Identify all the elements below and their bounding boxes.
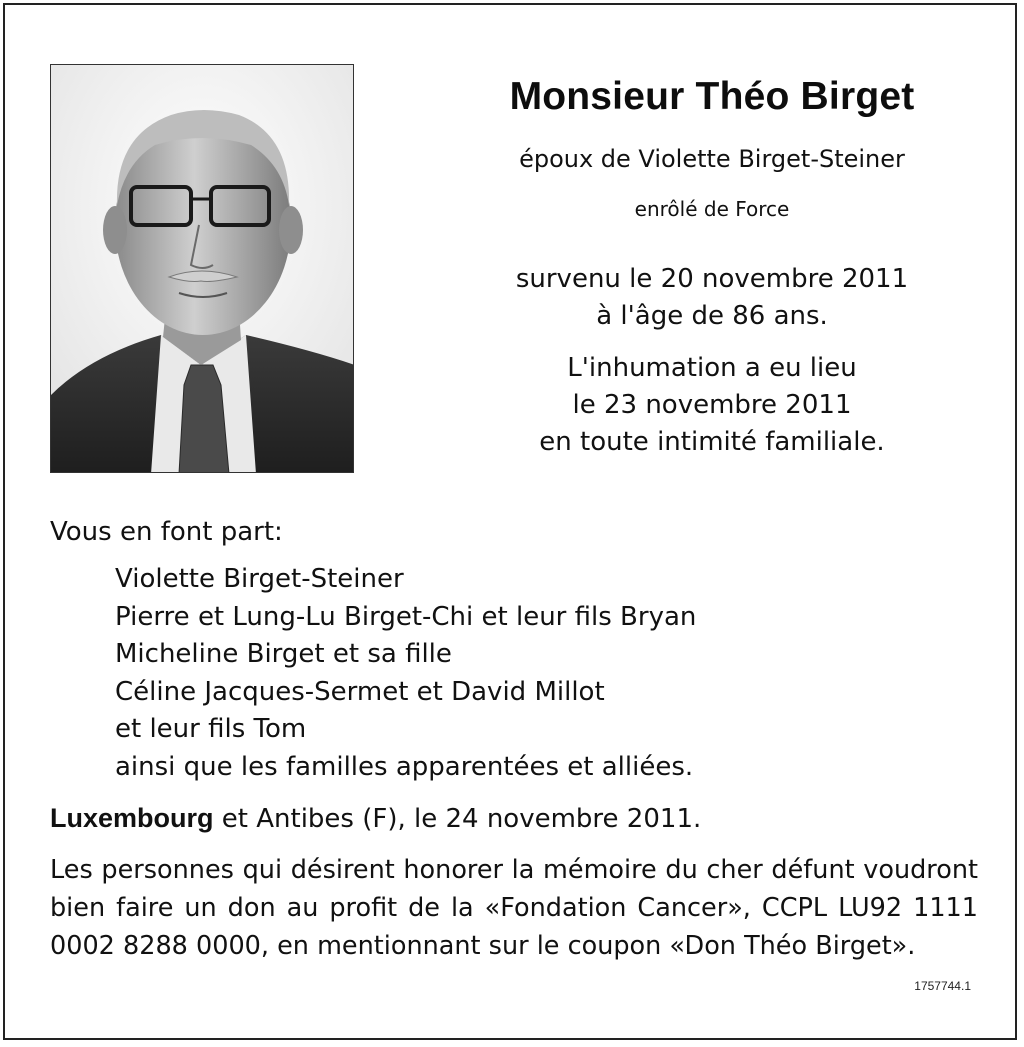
deceased-name: Monsieur Théo Birget (509, 75, 915, 118)
burial-date-line: le 23 novembre 2011 (572, 390, 852, 420)
announcement-intro: Vous en font part: (50, 517, 283, 547)
spouse-line: époux de Violette Birget-Steiner (519, 145, 905, 173)
family-member: Micheline Birget et sa fille (115, 639, 452, 669)
portrait-photo (50, 64, 354, 473)
family-member: Céline Jacques-Sermet et David Millot (115, 676, 605, 707)
family-member: ainsi que les familles apparentées et alliées. (115, 751, 694, 782)
family-member: Pierre et Lung-Lu Birget-Chi et leur fils Bryan (115, 601, 697, 632)
death-date-line: survenu le 20 novembre 2011 (515, 264, 909, 294)
burial-privacy-line: en toute intimité familiale. (539, 427, 885, 457)
family-member: Violette Birget-Steiner (115, 564, 404, 594)
place-bold: Luxembourg (50, 803, 214, 833)
donation-paragraph: Les personnes qui désirent honorer la mémoire du cher défunt voudront bien faire un don au profit de la «Fondation Cancer», CCPL LU92 1111 0002 8288 0000, en mentionnant sur le coupon «Don Théo Birget». (50, 855, 978, 961)
place-date-line (50, 803, 701, 834)
reference-number: 1757744.1 (914, 979, 971, 993)
obituary-notice (3, 3, 1017, 1040)
family-member: et leur fils Tom (115, 714, 307, 744)
honor-line: enrôlé de Force (634, 197, 790, 221)
place-date-rest: et Antibes (F), le 24 novembre 2011. (213, 804, 702, 834)
age-line: à l'âge de 86 ans. (596, 301, 828, 331)
family-list (115, 561, 696, 786)
burial-line: L'inhumation a eu lieu (567, 353, 857, 383)
